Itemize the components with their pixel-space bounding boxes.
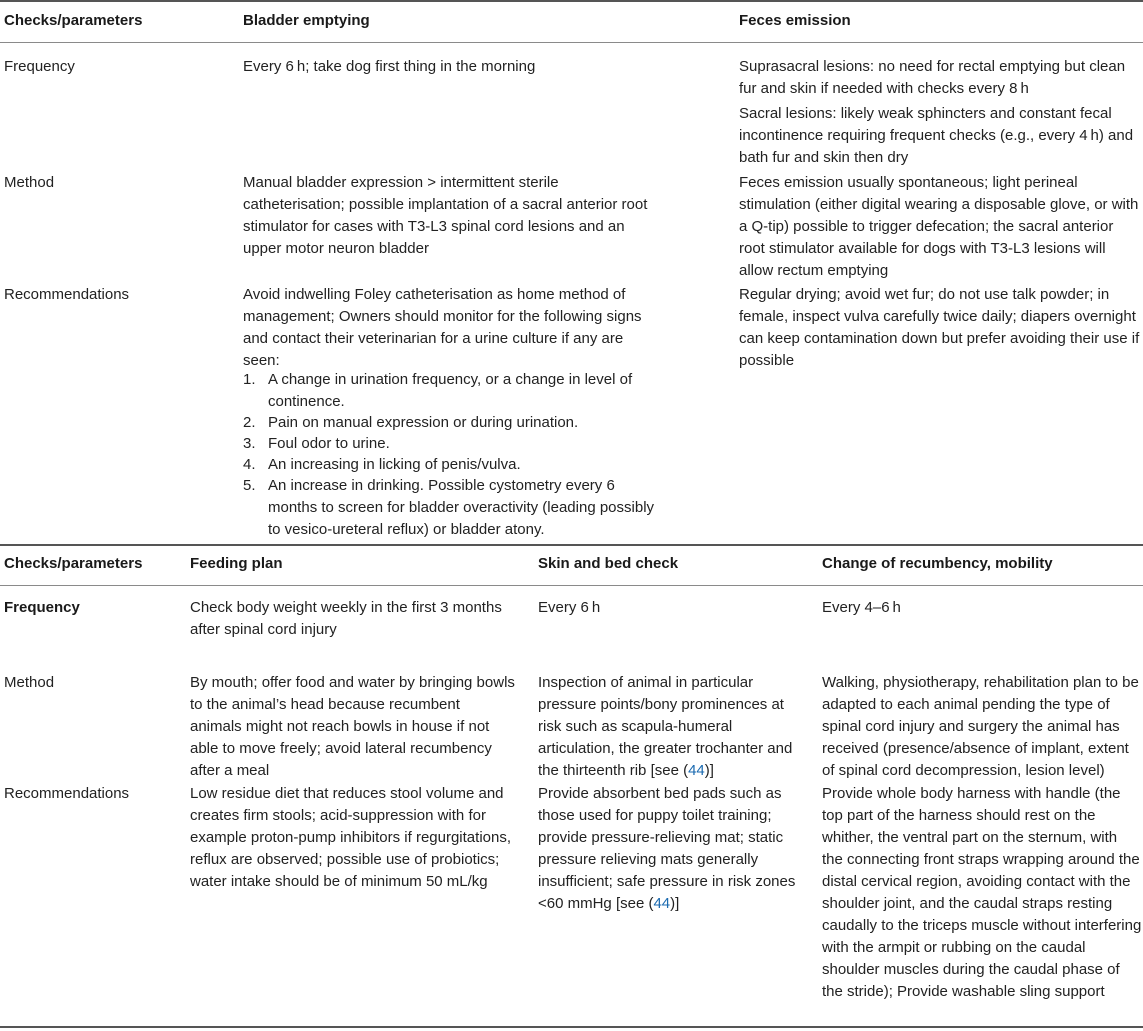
t1-header-feces: Feces emission bbox=[739, 12, 851, 29]
table2-bottom-rule bbox=[0, 1026, 1143, 1028]
t2-frequency-mobility: Every 4–6 h bbox=[822, 599, 901, 616]
list-number: 4. bbox=[243, 456, 256, 473]
table1-bottom-rule bbox=[0, 544, 1143, 546]
list-text: Foul odor to urine. bbox=[268, 435, 390, 452]
t2-header-mobility: Change of recumbency, mobility bbox=[822, 555, 1053, 572]
t1-frequency-feces-suprasacral: Suprasacral lesions: no need for rectal emptying but clean fur and skin if needed with checks every 8 h bbox=[739, 58, 1126, 97]
skin-method-text-end: )] bbox=[704, 762, 714, 779]
reference-link[interactable]: 44 bbox=[653, 895, 671, 912]
t1-frequency-bladder: Every 6 h; take dog first thing in the morning bbox=[243, 58, 536, 75]
list-number: 1. bbox=[243, 371, 256, 388]
t2-frequency-feeding: Check body weight weekly in the first 3 months after spinal cord injury bbox=[190, 599, 502, 638]
t2-method-mobility: Walking, physiotherapy, rehabilitation plan to be adapted to each animal pending the type of spinal cord injury and surgery the animal has received (presence/absence of implant, extent of spinal cord decompression, lesion level) bbox=[822, 674, 1139, 779]
t1-method-feces: Feces emission usually spontaneous; light perineal stimulation (either digital wearing a disposable glove, or with a Q-tip) possible to trigger defecation; the sacral anterior root stimulator available for dogs with T3-L3 lesions will allow rectum emptying bbox=[739, 174, 1139, 279]
t1-method-bladder: Manual bladder expression > intermittent sterile catheterisation; possible implantation of a sacral anterior root stimulator for cases with T3-L3 spinal cord lesions and an upper motor neuron bladder bbox=[243, 174, 648, 257]
list-text: An increase in drinking. Possible cystometry every 6 months to screen for bladder overactivity (leading possibly to vesico-ureteral reflux) or bladder atony. bbox=[268, 477, 655, 538]
t2-header-feeding: Feeding plan bbox=[190, 555, 283, 572]
table2-header-rule bbox=[0, 585, 1143, 586]
t2-row-method-label: Method bbox=[4, 674, 55, 691]
t2-recommendations-mobility: Provide whole body harness with handle (the top part of the harness should rest on the whither, the ventral part on the sternum, with the connecting front straps wrapping around the distal cervical region, avoiding contact with the shoulder joint, and the caudal straps resting caudally to the triceps muscle without interfering with the armpit or rubbing on the caudal shoulder muscles during the caudal phase of the stride); Provide washable sling support bbox=[822, 785, 1142, 1000]
t1-row-frequency-label: Frequency bbox=[4, 58, 75, 75]
t1-recommendations-bladder-intro: Avoid indwelling Foley catheterisation as home method of management; Owners should monitor for the following signs and contact their veterinarian for a urine culture if any are seen: bbox=[243, 286, 642, 369]
table1-top-rule bbox=[0, 0, 1143, 2]
t1-row-method-label: Method bbox=[4, 174, 55, 191]
t2-recommendations-skin bbox=[538, 783, 800, 915]
table1-header-rule bbox=[0, 42, 1143, 43]
t2-header-checks: Checks/parameters bbox=[4, 555, 143, 572]
list-text: Pain on manual expression or during urination. bbox=[268, 414, 579, 431]
t1-row-recommendations-label: Recommendations bbox=[4, 286, 130, 303]
list-number: 5. bbox=[243, 477, 256, 494]
list-text: A change in urination frequency, or a change in level of continence. bbox=[268, 371, 633, 410]
list-text: An increasing in licking of penis/vulva. bbox=[268, 456, 521, 473]
skin-rec-text: Provide absorbent bed pads such as those used for puppy toilet training; provide pressure-relieving mat; static pressure relieving mats generally insufficient; safe pressure in risk zones <60 mmHg [see ( bbox=[538, 785, 796, 912]
t2-method-skin bbox=[538, 672, 800, 782]
t2-row-frequency-label: Frequency bbox=[4, 599, 80, 616]
t1-frequency-feces-sacral: Sacral lesions: likely weak sphincters and constant fecal incontinence requiring frequent checks (e.g., every 4 h) and bath fur and skin then dry bbox=[739, 105, 1134, 166]
t2-recommendations-feeding: Low residue diet that reduces stool volume and creates firm stools; acid-suppression with for example proton-pump inhibitors if regurgitations, reflux are observed; possible use of probiotics; water intake should be of minimum 50 mL/kg bbox=[190, 785, 511, 890]
t2-frequency-skin: Every 6 h bbox=[538, 599, 601, 616]
t1-recommendations-feces: Regular drying; avoid wet fur; do not use talk powder; in female, inspect vulva carefully twice daily; diapers overnight can keep contamination down but prefer avoiding their use if possible bbox=[739, 286, 1140, 369]
t1-header-checks: Checks/parameters bbox=[4, 12, 143, 29]
list-number: 2. bbox=[243, 414, 256, 431]
list-number: 3. bbox=[243, 435, 256, 452]
t1-header-bladder: Bladder emptying bbox=[243, 12, 370, 29]
reference-link[interactable]: 44 bbox=[688, 762, 705, 779]
t2-row-recommendations-label: Recommendations bbox=[4, 785, 130, 802]
skin-rec-text-end: )] bbox=[670, 895, 680, 912]
skin-method-text: Inspection of animal in particular pressure points/bony prominences at risk such as scapula-humeral articulation, the greater trochanter and the thirteenth rib [see ( bbox=[538, 674, 793, 779]
t2-header-skin: Skin and bed check bbox=[538, 555, 679, 572]
t2-method-feeding: By mouth; offer food and water by bringing bowls to the animal’s head because recumbent animals might not reach bowls in house if not able to move freely; avoid lateral recumbency after a meal bbox=[190, 674, 515, 779]
